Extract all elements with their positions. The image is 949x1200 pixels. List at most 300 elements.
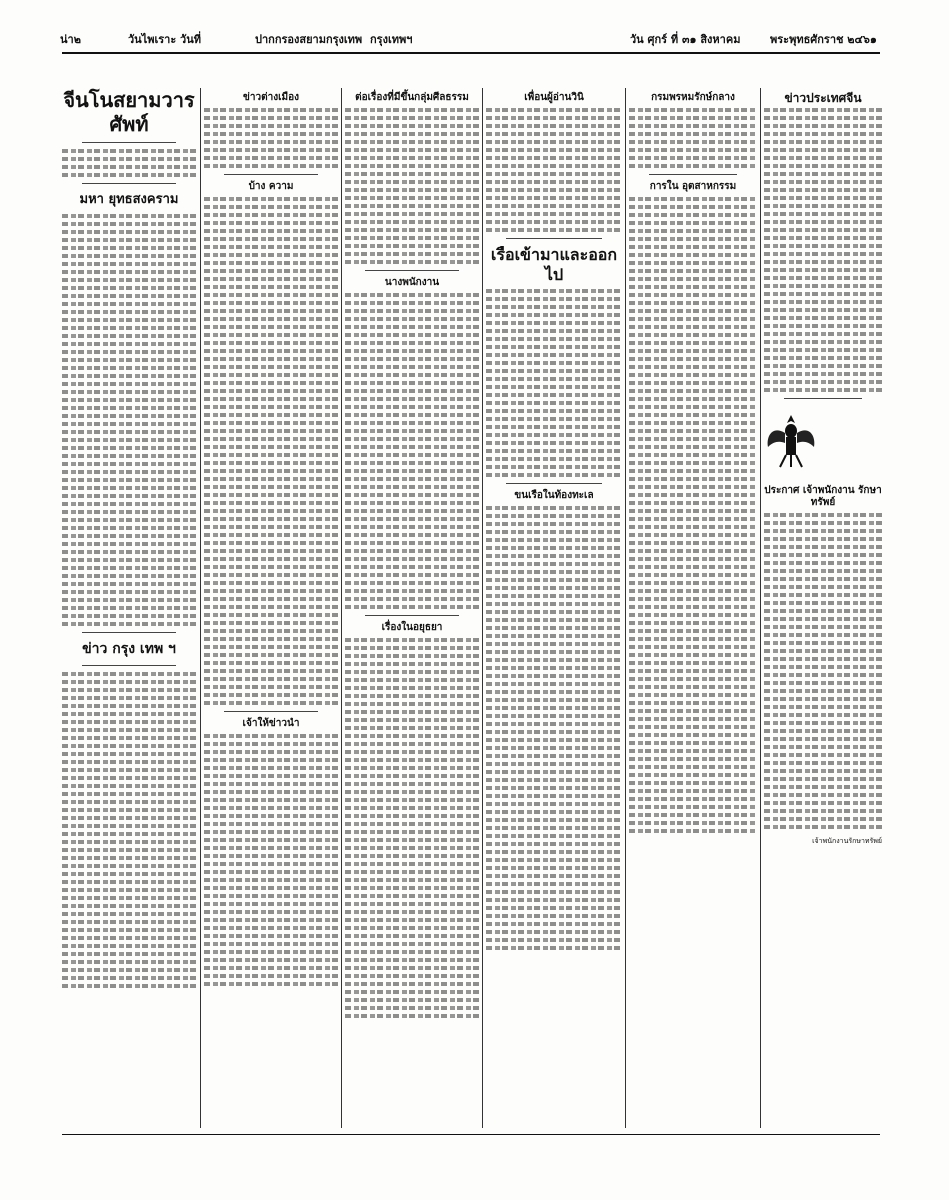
- text-line: [204, 221, 338, 225]
- text-line: [62, 824, 196, 828]
- text-line: [204, 798, 338, 802]
- text-line: [62, 800, 196, 804]
- text-line: [62, 880, 196, 884]
- text-line: [62, 246, 196, 250]
- text-line: [62, 214, 196, 218]
- text-line: [204, 589, 338, 593]
- text-line: [764, 713, 882, 717]
- text-line: [764, 124, 882, 128]
- text-line: [345, 710, 479, 714]
- text-line: [204, 942, 338, 946]
- text-line: [345, 638, 479, 642]
- text-line: [345, 124, 479, 128]
- text-line: [204, 301, 338, 305]
- text-line: [345, 525, 479, 529]
- text-line: [486, 361, 622, 365]
- text-line: [204, 701, 338, 705]
- text-line: [62, 832, 196, 836]
- text-line: [764, 705, 882, 709]
- text-line: [204, 822, 338, 826]
- text-line: [629, 717, 757, 721]
- war-heading: มหา ยุทธสงคราม: [79, 192, 179, 207]
- text-line: [486, 578, 622, 582]
- text-line: [486, 738, 622, 742]
- text-line: [345, 204, 479, 208]
- text-line: [204, 677, 338, 681]
- text-line: [62, 478, 196, 482]
- text-line: [486, 690, 622, 694]
- text-line: [62, 374, 196, 378]
- text-line: [629, 749, 757, 753]
- text-line: [486, 305, 622, 309]
- text-line: [629, 156, 757, 160]
- text-line: [629, 645, 757, 649]
- text-line: [62, 518, 196, 522]
- text-line: [62, 494, 196, 498]
- text-line: [345, 180, 479, 184]
- text-line: [204, 317, 338, 321]
- text-line: [629, 341, 757, 345]
- text-line: [62, 382, 196, 386]
- section-heading: เรื่องในอยุธยา: [381, 622, 443, 633]
- text-line: [204, 790, 338, 794]
- section-heading: บ้าง ความ: [248, 181, 294, 192]
- text-line: [204, 509, 338, 513]
- text-line: [62, 510, 196, 514]
- column-separator: [482, 88, 483, 1128]
- text-line: [204, 782, 338, 786]
- text-line: [486, 220, 622, 224]
- text-line: [486, 188, 622, 192]
- text-line: [486, 666, 622, 670]
- text-line: [629, 485, 757, 489]
- divider: [82, 142, 176, 143]
- text-line: [764, 521, 882, 525]
- text-line: [486, 834, 622, 838]
- text-line: [345, 734, 479, 738]
- text-line: [486, 329, 622, 333]
- text-line: [345, 389, 479, 393]
- text-line: [204, 269, 338, 273]
- text-line: [764, 553, 882, 557]
- text-line: [345, 116, 479, 120]
- text-line: [204, 469, 338, 473]
- divider: [365, 615, 459, 616]
- text-line: [486, 586, 622, 590]
- text-line: [204, 806, 338, 810]
- text-line: [486, 441, 622, 445]
- text-line: [764, 372, 882, 376]
- text-line: [629, 301, 757, 305]
- text-line: [204, 164, 338, 168]
- text-line: [486, 898, 622, 902]
- text-line: [345, 252, 479, 256]
- text-line: [345, 317, 479, 321]
- text-line: [629, 373, 757, 377]
- text-line: [62, 574, 196, 578]
- text-line: [62, 502, 196, 506]
- text-line: [62, 262, 196, 266]
- text-line: [345, 814, 479, 818]
- text-line: [764, 697, 882, 701]
- text-line: [629, 693, 757, 697]
- text-line: [204, 685, 338, 689]
- text-line: [486, 425, 622, 429]
- text-line: [764, 769, 882, 773]
- text-line: [764, 132, 882, 136]
- text-line: [345, 910, 479, 914]
- text-line: [629, 669, 757, 673]
- text-line: [62, 622, 196, 626]
- text-line: [345, 461, 479, 465]
- text-line: [629, 333, 757, 337]
- text-line: [62, 366, 196, 370]
- text-line: [629, 621, 757, 625]
- text-line: [204, 477, 338, 481]
- text-line: [345, 854, 479, 858]
- text-line: [345, 220, 479, 224]
- text-line: [345, 501, 479, 505]
- text-line: [486, 850, 622, 854]
- text-line: [62, 896, 196, 900]
- text-line: [62, 358, 196, 362]
- text-line: [345, 196, 479, 200]
- text-line: [764, 284, 882, 288]
- text-line: [204, 830, 338, 834]
- text-line: [486, 842, 622, 846]
- text-line: [486, 914, 622, 918]
- text-line: [204, 934, 338, 938]
- text-line: [486, 530, 622, 534]
- text-line: [486, 682, 622, 686]
- divider: [784, 398, 862, 399]
- text-line: [345, 405, 479, 409]
- text-line: [764, 180, 882, 184]
- issue-day: วัน ศุกร์ ที่ ๓๑ สิงหาคม: [630, 33, 741, 46]
- text-line: [629, 469, 757, 473]
- text-line: [486, 722, 622, 726]
- text-line: [486, 730, 622, 734]
- text-line: [764, 388, 882, 392]
- text-line: [764, 292, 882, 296]
- column-6: [764, 88, 882, 1128]
- text-line: [629, 781, 757, 785]
- text-line: [62, 920, 196, 924]
- text-line: [345, 750, 479, 754]
- text-line: [486, 610, 622, 614]
- issue-year: พระพุทธศักราช ๒๔๖๑: [770, 33, 877, 46]
- text-line: [345, 573, 479, 577]
- text-line: [62, 582, 196, 586]
- text-line: [629, 349, 757, 353]
- text-line: [764, 633, 882, 637]
- text-line: [204, 653, 338, 657]
- text-line: [62, 872, 196, 876]
- text-line: [62, 944, 196, 948]
- text-line: [62, 888, 196, 892]
- text-line: [345, 902, 479, 906]
- text-line: [629, 565, 757, 569]
- divider: [82, 183, 176, 184]
- text-line: [204, 613, 338, 617]
- text-line: [62, 606, 196, 610]
- text-line: [62, 736, 196, 740]
- text-line: [629, 613, 757, 617]
- text-line: [629, 213, 757, 217]
- text-line: [486, 786, 622, 790]
- text-line: [345, 806, 479, 810]
- text-line: [629, 429, 757, 433]
- text-line: [204, 629, 338, 633]
- text-line: [486, 417, 622, 421]
- text-line: [764, 617, 882, 621]
- text-line: [62, 816, 196, 820]
- notice-signature: เจ้าพนักงานรักษาทรัพย์: [812, 837, 882, 845]
- text-line: [345, 862, 479, 866]
- column-separator: [625, 88, 626, 1128]
- text-line: [486, 770, 622, 774]
- text-line: [486, 906, 622, 910]
- text-line: [629, 597, 757, 601]
- text-line: [764, 268, 882, 272]
- text-line: [486, 321, 622, 325]
- text-line: [204, 373, 338, 377]
- text-line: [486, 818, 622, 822]
- text-line: [62, 848, 196, 852]
- text-line: [62, 310, 196, 314]
- divider: [82, 665, 176, 666]
- text-line: [764, 380, 882, 384]
- section-heading: เพื่อนผู้อ่านวินิ: [524, 92, 584, 103]
- text-line: [62, 590, 196, 594]
- text-line: [629, 765, 757, 769]
- text-line: [345, 228, 479, 232]
- text-line: [629, 829, 757, 833]
- text-line: [486, 353, 622, 357]
- text-line: [629, 661, 757, 665]
- text-line: [345, 742, 479, 746]
- text-line: [62, 422, 196, 426]
- text-line: [345, 662, 479, 666]
- text-line: [204, 742, 338, 746]
- text-line: [204, 156, 338, 160]
- text-line: [62, 430, 196, 434]
- text-line: [345, 678, 479, 682]
- text-line: [204, 140, 338, 144]
- text-line: [204, 621, 338, 625]
- text-line: [486, 433, 622, 437]
- notice-heading: ประกาศ เจ้าพนักงาน รักษา ทรัพย์: [764, 485, 882, 508]
- text-line: [204, 966, 338, 970]
- text-line: [345, 846, 479, 850]
- text-line: [629, 164, 757, 168]
- text-line: [486, 546, 622, 550]
- text-line: [486, 674, 622, 678]
- text-line: [204, 950, 338, 954]
- text-line: [486, 946, 622, 950]
- text-line: [345, 421, 479, 425]
- text-line: [204, 124, 338, 128]
- text-line: [345, 132, 479, 136]
- text-line: [486, 140, 622, 144]
- text-line: [62, 302, 196, 306]
- text-line: [764, 529, 882, 533]
- text-line: [345, 950, 479, 954]
- text-line: [629, 605, 757, 609]
- text-line: [764, 577, 882, 581]
- text-line: [486, 658, 622, 662]
- text-line: [629, 205, 757, 209]
- text-line: [629, 229, 757, 233]
- text-line: [345, 533, 479, 537]
- text-line: [345, 565, 479, 569]
- text-line: [764, 228, 882, 232]
- text-line: [629, 701, 757, 705]
- text-line: [62, 952, 196, 956]
- text-line: [629, 677, 757, 681]
- text-line: [764, 785, 882, 789]
- text-line: [345, 1014, 479, 1018]
- divider: [224, 711, 318, 712]
- text-line: [62, 760, 196, 764]
- text-line: [629, 357, 757, 361]
- text-line: [62, 792, 196, 796]
- text-line: [486, 922, 622, 926]
- text-line: [345, 758, 479, 762]
- text-line: [486, 116, 622, 120]
- text-line: [764, 244, 882, 248]
- text-line: [204, 693, 338, 697]
- text-line: [345, 646, 479, 650]
- text-line: [764, 188, 882, 192]
- text-line: [204, 349, 338, 353]
- text-line: [486, 124, 622, 128]
- text-line: [629, 653, 757, 657]
- text-line: [62, 864, 196, 868]
- text-line: [764, 777, 882, 781]
- page-number: น่า๒: [60, 33, 81, 46]
- text-line: [345, 429, 479, 433]
- text-line: [345, 397, 479, 401]
- text-line: [204, 557, 338, 561]
- text-line: [204, 573, 338, 577]
- text-line: [204, 525, 338, 529]
- text-line: [62, 446, 196, 450]
- text-line: [345, 894, 479, 898]
- text-line: [629, 413, 757, 417]
- text-line: [345, 260, 479, 264]
- text-line: [345, 445, 479, 449]
- text-line: [345, 918, 479, 922]
- text-line: [345, 982, 479, 986]
- text-line: [629, 573, 757, 577]
- text-line: [62, 526, 196, 530]
- city-name: กรุงเทพฯ: [370, 33, 413, 46]
- garuda-emblem-icon: [764, 411, 818, 471]
- column-4: [486, 88, 622, 1128]
- text-line: [345, 966, 479, 970]
- china-news-heading: ข่าวประเทศจีน: [784, 91, 862, 105]
- text-line: [204, 918, 338, 922]
- text-line: [204, 253, 338, 257]
- text-line: [62, 486, 196, 490]
- text-line: [62, 672, 196, 676]
- text-line: [764, 196, 882, 200]
- text-line: [764, 513, 882, 517]
- text-line: [345, 589, 479, 593]
- text-line: [764, 348, 882, 352]
- text-line: [62, 270, 196, 274]
- text-line: [629, 317, 757, 321]
- text-line: [629, 549, 757, 553]
- text-line: [345, 557, 479, 561]
- divider: [506, 483, 602, 484]
- text-line: [62, 454, 196, 458]
- text-line: [486, 762, 622, 766]
- text-line: [345, 597, 479, 601]
- text-line: [204, 205, 338, 209]
- text-line: [204, 517, 338, 521]
- text-line: [764, 172, 882, 176]
- text-line: [345, 140, 479, 144]
- text-line: [486, 385, 622, 389]
- text-line: [62, 550, 196, 554]
- text-line: [629, 277, 757, 281]
- text-line: [62, 350, 196, 354]
- text-line: [204, 814, 338, 818]
- text-line: [486, 297, 622, 301]
- text-line: [629, 509, 757, 513]
- text-line: [204, 878, 338, 882]
- text-line: [629, 757, 757, 761]
- text-line: [629, 309, 757, 313]
- text-line: [204, 926, 338, 930]
- text-line: [764, 593, 882, 597]
- text-line: [345, 774, 479, 778]
- text-line: [204, 309, 338, 313]
- text-line: [629, 557, 757, 561]
- text-line: [764, 673, 882, 677]
- text-line: [764, 164, 882, 168]
- text-line: [486, 172, 622, 176]
- text-line: [629, 221, 757, 225]
- column-5: [629, 88, 757, 1128]
- text-line: [345, 581, 479, 585]
- text-line: [345, 726, 479, 730]
- text-line: [629, 381, 757, 385]
- text-line: [764, 745, 882, 749]
- text-line: [62, 406, 196, 410]
- city-news-heading: ข่าว กรุง เทพ ฯ: [82, 641, 176, 657]
- text-line: [345, 325, 479, 329]
- text-line: [764, 649, 882, 653]
- text-line: [764, 641, 882, 645]
- text-line: [204, 541, 338, 545]
- text-line: [486, 369, 622, 373]
- text-line: [345, 702, 479, 706]
- text-line: [486, 132, 622, 136]
- text-line: [62, 149, 196, 153]
- text-line: [62, 968, 196, 972]
- text-line: [764, 340, 882, 344]
- text-line: [204, 637, 338, 641]
- text-line: [62, 598, 196, 602]
- text-line: [345, 830, 479, 834]
- text-line: [62, 752, 196, 756]
- text-line: [764, 737, 882, 741]
- text-line: [62, 768, 196, 772]
- text-line: [204, 293, 338, 297]
